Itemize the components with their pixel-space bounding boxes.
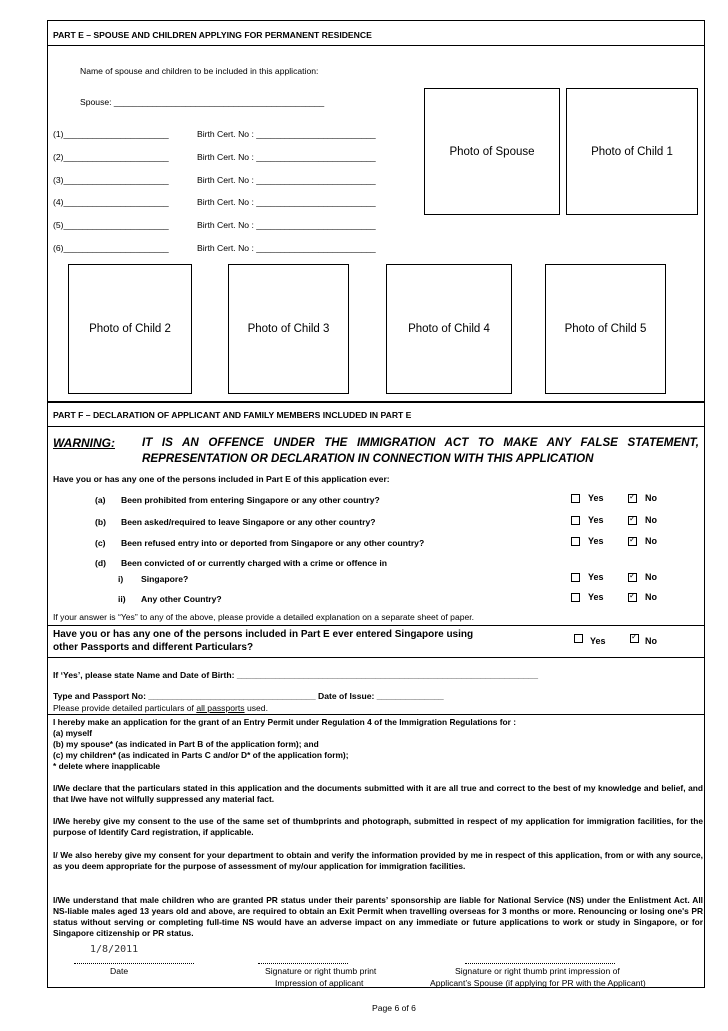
- no-label: No: [645, 572, 657, 582]
- signature-applicant-line-2: Impression of applicant: [275, 978, 364, 988]
- child-birth-cert-field[interactable]: Birth Cert. No : _________________________: [197, 174, 376, 185]
- question-text: Been prohibited from entering Singapore or any other country?: [121, 495, 380, 505]
- part-f-title-rule: [47, 426, 705, 427]
- date-line: [74, 963, 194, 964]
- yes-label: Yes: [588, 515, 604, 525]
- declaration-para-2: I/We hereby give my consent to the use of the same set of thumbprints and photograph, submitted in respect of my application for immigration facilities, for the purpose of Identify Card registration, if applicable.: [53, 816, 703, 837]
- child-name-field[interactable]: (4)______________________: [53, 197, 169, 208]
- yes-checkbox[interactable]: [571, 516, 580, 525]
- photo-of-child-5-label: Photo of Child 5: [564, 323, 647, 335]
- yes-label: Yes: [588, 592, 604, 602]
- photo-of-child-2-label: Photo of Child 2: [89, 323, 171, 335]
- passport-rule: [47, 657, 705, 658]
- no-label: No: [645, 493, 657, 503]
- passport-question-line-1: Have you or has any one of the persons included in Part E ever entered Singapore using: [53, 629, 474, 640]
- application-line: (a) myself: [53, 728, 93, 738]
- yes-checkbox[interactable]: [571, 537, 580, 546]
- photo-of-child-1-box[interactable]: [566, 88, 698, 215]
- yes-checkbox[interactable]: [571, 593, 580, 602]
- child-birth-cert-field[interactable]: Birth Cert. No : _________________________: [197, 220, 376, 231]
- question-intro: Have you or has any one of the persons included in Part E of this application ever:: [53, 474, 390, 484]
- no-checkbox[interactable]: [628, 537, 637, 546]
- no-label: No: [645, 515, 657, 525]
- photo-of-child-5-box[interactable]: [545, 264, 666, 394]
- date-value: 1/8/2011: [90, 944, 139, 955]
- child-name-field[interactable]: (1)______________________: [53, 129, 169, 139]
- application-line: (c) my children* (as indicated in Parts C and/or D* of the application form);: [53, 750, 349, 760]
- declaration-para-1: I/We declare that the particulars stated in this application and the documents submitted with it are all true and correct to the best of my knowledge and belief, and that I/we have not wilfully suppressed any material fact.: [53, 783, 703, 804]
- no-checkbox[interactable]: [628, 573, 637, 582]
- child-name-field[interactable]: (6)______________________: [53, 243, 169, 253]
- no-label: No: [645, 592, 657, 602]
- provide-note-underlined: all passports: [196, 703, 245, 713]
- child-birth-cert-field[interactable]: Birth Cert. No : _________________________: [197, 151, 376, 162]
- warning-label: WARNING:: [53, 436, 115, 450]
- question-letter: (d): [95, 558, 106, 568]
- spouse-signature-line: [465, 963, 615, 964]
- sub-question-number: ii): [118, 594, 126, 604]
- photo-of-child-4-label: Photo of Child 4: [408, 323, 490, 335]
- applicant-signature-line: [258, 963, 348, 964]
- declaration-para-3: I/ We also hereby give my consent for your department to obtain and verify the information provided by me in respect of this application, from or with any source, as you deem appropriate for the purpose of assessment of my/our application for immigration facilities.: [53, 850, 703, 871]
- name-dob-field[interactable]: If ‘Yes’, please state Name and Date of Birth: _______________________________________________________________: [53, 670, 538, 680]
- part-e-intro: Name of spouse and children to be included in this application:: [80, 66, 319, 76]
- photo-of-child-3-box[interactable]: [228, 264, 349, 394]
- child-name-field[interactable]: (3)______________________: [53, 174, 169, 185]
- question-letter: (c): [95, 538, 106, 548]
- passport-question-line-2: other Passports and different Particulars?: [53, 642, 254, 653]
- child-name-field[interactable]: (2)______________________: [53, 151, 169, 162]
- signature-spouse-line-1: Signature or right thumb print impression of: [455, 966, 620, 976]
- passport-no-label: No: [645, 636, 657, 646]
- child-birth-cert-field[interactable]: Birth Cert. No : _________________________: [197, 129, 376, 139]
- provide-note-post: used.: [244, 703, 268, 713]
- yes-checkbox[interactable]: [571, 573, 580, 582]
- question-text: Been convicted of or currently charged with a crime or offence in: [121, 558, 387, 568]
- no-checkbox[interactable]: [628, 494, 637, 503]
- warning-line-2: REPRESENTATION OR DECLARATION IN CONNECTION WITH THIS APPLICATION: [142, 452, 594, 465]
- photo-of-child-3-label: Photo of Child 3: [247, 323, 330, 335]
- spouse-name-field[interactable]: Spouse: ____________________________________________: [80, 97, 325, 107]
- no-checkbox[interactable]: [628, 516, 637, 525]
- part-f-title: PART F – DECLARATION OF APPLICANT AND FAMILY MEMBERS INCLUDED IN PART E: [53, 410, 412, 420]
- explain-note: If your answer is “Yes” to any of the above, please provide a detailed explanation on a separate sheet of paper.: [53, 612, 475, 622]
- photo-of-child-4-box[interactable]: [386, 264, 512, 394]
- application-line: I hereby make an application for the grant of an Entry Permit under Regulation 4 of the Immigration Regulations for :: [53, 717, 517, 727]
- declaration-para-4: I/We understand that male children who are granted PR status under their parents’ sponsorship are liable for National Service (NS) under the Enlistment Act. All NS-liable males aged 13 years old and above, are required to obtain an Exit Permit when travelling overseas for 3 months or more. Renouncing or losing one's PR status without serving or completing full-time NS would have an adverse impact on any immediate or future applications to work or study in Singapore, or for Singapore citizenship or PR status.: [53, 895, 703, 938]
- provide-particulars-note: [53, 703, 268, 713]
- signature-spouse-line-2: Applicant’s Spouse (if applying for PR with the Applicant): [430, 978, 646, 988]
- question-letter: (b): [95, 517, 106, 527]
- signature-date-label: Date: [110, 966, 129, 976]
- passport-no-checkbox[interactable]: [630, 634, 639, 643]
- warning-line-1: IT IS AN OFFENCE UNDER THE IMMIGRATION ACT TO MAKE ANY FALSE STATEMENT,: [142, 436, 699, 449]
- photo-of-spouse-box[interactable]: [424, 88, 560, 215]
- part-e-title-rule: [47, 45, 705, 46]
- page-number: Page 6 of 6: [372, 1003, 416, 1013]
- yes-label: Yes: [588, 536, 604, 546]
- type-passport-field[interactable]: Type and Passport No: ___________________________________ Date of Issue: ______________: [53, 691, 444, 701]
- question-text: Been asked/required to leave Singapore or any other country?: [121, 517, 376, 527]
- yes-label: Yes: [588, 572, 604, 582]
- child-name-field[interactable]: (5)______________________: [53, 220, 169, 231]
- question-text: Been refused entry into or deported from Singapore or any other country?: [121, 538, 425, 548]
- sub-question-number: i): [118, 574, 124, 584]
- signature-applicant-line-1: Signature or right thumb print: [265, 966, 377, 976]
- passport-yes-checkbox[interactable]: [574, 634, 583, 643]
- application-line: * delete where inapplicable: [53, 761, 161, 771]
- child-birth-cert-field[interactable]: Birth Cert. No : _________________________: [197, 197, 376, 208]
- no-label: No: [645, 536, 657, 546]
- provide-note-pre: Please provide detailed particulars of: [53, 703, 197, 713]
- application-line: (b) my spouse* (as indicated in Part B of the application form); and: [53, 739, 319, 749]
- photo-of-child-2-box[interactable]: [68, 264, 192, 394]
- no-checkbox[interactable]: [628, 593, 637, 602]
- photo-of-child-1-label: Photo of Child 1: [591, 145, 673, 158]
- sub-question-text: Any other Country?: [141, 594, 222, 604]
- yes-checkbox[interactable]: [571, 494, 580, 503]
- sub-question-text: Singapore?: [141, 574, 189, 584]
- child-birth-cert-field[interactable]: Birth Cert. No : _________________________: [197, 243, 376, 253]
- question-letter: (a): [95, 495, 106, 505]
- photo-of-spouse-label: Photo of Spouse: [449, 145, 535, 158]
- passport-yes-label: Yes: [590, 636, 606, 646]
- explain-rule: [47, 625, 705, 626]
- yes-label: Yes: [588, 493, 604, 503]
- part-e-title: PART E – SPOUSE AND CHILDREN APPLYING FOR PERMANENT RESIDENCE: [53, 30, 372, 40]
- particulars-rule: [47, 714, 705, 715]
